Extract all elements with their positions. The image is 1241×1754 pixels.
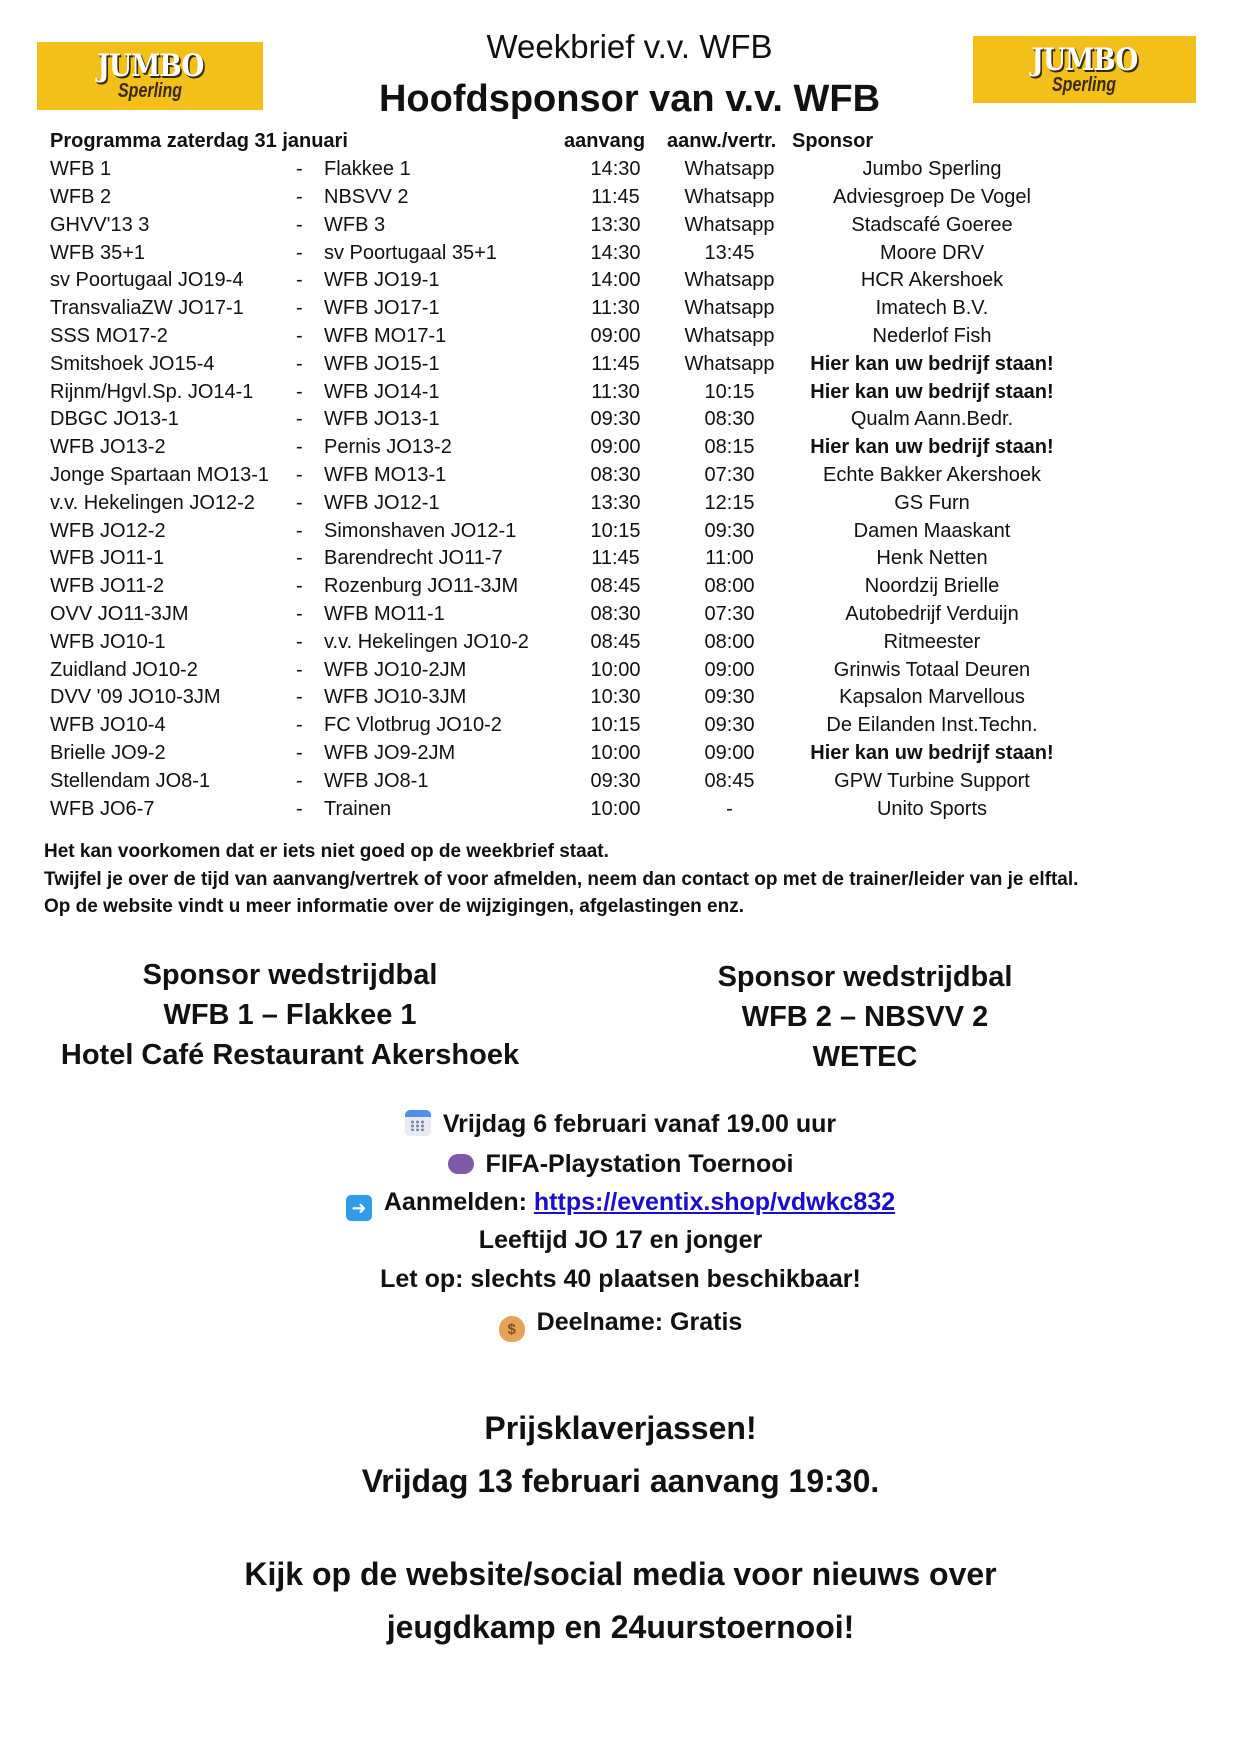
match-ball-sponsor-name: Hotel Café Restaurant Akershoek xyxy=(60,1039,520,1071)
note-line: Twijfel je over de tijd van aanvang/vertrek of voor afmelden, neem dan contact op met de trainer/leider van je elftal. xyxy=(44,868,1079,890)
kickoff-time: 13:30 xyxy=(590,213,641,236)
match-sponsor: Nederlof Fish xyxy=(872,324,992,347)
versus-dash: - xyxy=(296,297,303,320)
footer-line-2: jeugdkamp en 24uurstoernooi! xyxy=(386,1609,855,1645)
kickoff-time: 14:30 xyxy=(590,158,641,181)
home-team: SSS MO17-2 xyxy=(50,324,168,347)
away-team: Barendrecht JO11-7 xyxy=(324,547,503,570)
versus-dash: - xyxy=(296,380,303,403)
home-team: TransvaliaZW JO17-1 xyxy=(50,297,244,320)
kickoff-time: 09:30 xyxy=(590,408,641,431)
away-team: WFB JO19-1 xyxy=(324,269,440,292)
away-team: WFB JO17-1 xyxy=(324,297,440,320)
table-row xyxy=(50,462,1072,490)
away-team: Pernis JO13-2 xyxy=(324,436,452,459)
match-ball-match: WFB 1 – Flakkee 1 xyxy=(163,999,417,1031)
meeting-time: Whatsapp xyxy=(684,297,775,320)
match-sponsor: Unito Sports xyxy=(876,797,988,820)
home-team: WFB JO12-2 xyxy=(50,519,166,542)
away-team: WFB JO10-2JM xyxy=(324,658,467,681)
meeting-time: 09:00 xyxy=(704,741,755,764)
home-team: Smitshoek JO15-4 xyxy=(50,352,215,375)
right-arrow-icon: ➜ xyxy=(346,1195,372,1221)
event-date: Vrijdag 6 februari vanaf 19.00 uur xyxy=(442,1110,837,1138)
versus-dash: - xyxy=(296,185,303,208)
versus-dash: - xyxy=(296,797,303,820)
match-sponsor: Henk Netten xyxy=(876,547,988,570)
kickoff-time: 09:30 xyxy=(590,769,641,792)
meeting-time: 08:30 xyxy=(704,408,755,431)
versus-dash: - xyxy=(296,741,303,764)
meeting-time: 08:15 xyxy=(704,436,755,459)
away-team: WFB JO13-1 xyxy=(324,408,440,431)
away-team: WFB JO12-1 xyxy=(324,491,440,514)
column-header-aanvang: aanvang xyxy=(564,130,646,153)
match-ball-sponsor-name: WETEC xyxy=(812,1041,918,1073)
calendar-icon xyxy=(405,1110,431,1136)
match-sponsor: Jumbo Sperling xyxy=(862,158,1002,181)
away-team: WFB MO13-1 xyxy=(324,463,447,486)
home-team: WFB JO10-4 xyxy=(50,714,166,737)
match-sponsor: Ritmeester xyxy=(883,630,981,653)
table-row xyxy=(50,545,1072,573)
match-sponsor: HCR Akershoek xyxy=(860,269,1004,292)
logo-brand-text: JUMBO xyxy=(1031,41,1138,78)
table-header-row xyxy=(50,128,1072,156)
kickoff-time: 14:30 xyxy=(590,241,641,264)
match-sponsor: GPW Turbine Support xyxy=(834,769,1030,792)
home-team: WFB JO6-7 xyxy=(50,797,155,820)
match-sponsor: Autobedrijf Verduijn xyxy=(845,602,1019,625)
program-title: Programma zaterdag 31 januari xyxy=(50,130,348,153)
note-line: Het kan voorkomen dat er iets niet goed op de weekbrief staat. xyxy=(44,841,609,862)
home-team: sv Poortugaal JO19-4 xyxy=(50,269,244,292)
table-row xyxy=(50,406,1072,434)
home-team: Rijnm/Hgvl.Sp. JO14-1 xyxy=(50,380,254,403)
home-team: Zuidland JO10-2 xyxy=(50,658,198,681)
home-team: WFB 2 xyxy=(50,185,112,208)
meeting-time: 07:30 xyxy=(704,463,755,486)
kickoff-time: 11:45 xyxy=(591,185,640,208)
home-team: WFB 1 xyxy=(50,158,112,181)
klaverjassen-when: Vrijdag 13 februari aanvang 19:30. xyxy=(361,1463,880,1499)
game-controller-icon xyxy=(448,1154,474,1174)
logo-sub-text: Sperling xyxy=(1052,73,1117,96)
event-notice: Let op: slechts 40 plaatsen beschikbaar! xyxy=(380,1265,861,1293)
table-row xyxy=(50,434,1072,462)
kickoff-time: 08:45 xyxy=(590,630,641,653)
kickoff-time: 10:00 xyxy=(590,797,641,820)
kickoff-time: 08:30 xyxy=(590,602,641,625)
home-team: DBGC JO13-1 xyxy=(50,408,179,431)
table-row xyxy=(50,239,1072,267)
match-ball-match: WFB 2 – NBSVV 2 xyxy=(741,1001,989,1033)
table-row xyxy=(50,573,1072,601)
match-sponsor: Hier kan uw bedrijf staan! xyxy=(810,380,1054,403)
table-row xyxy=(50,684,1072,712)
page-subtitle xyxy=(0,78,1241,121)
match-sponsor: De Eilanden Inst.Techn. xyxy=(826,714,1038,737)
home-team: Jonge Spartaan MO13-1 xyxy=(50,463,270,486)
kickoff-time: 09:00 xyxy=(590,436,641,459)
versus-dash: - xyxy=(296,352,303,375)
match-sponsor: Noordzij Brielle xyxy=(864,575,1000,598)
away-team: FC Vlotbrug JO10-2 xyxy=(324,714,502,737)
table-row xyxy=(50,350,1072,378)
home-team: Brielle JO9-2 xyxy=(50,741,166,764)
note-line: Op de website vindt u meer informatie over de wijzigingen, afgelastingen enz. xyxy=(44,896,744,917)
versus-dash: - xyxy=(296,602,303,625)
match-sponsor: Kapsalon Marvellous xyxy=(839,686,1025,709)
away-team: WFB JO8-1 xyxy=(324,769,429,792)
money-bag-icon: $ xyxy=(499,1316,525,1342)
notes-block xyxy=(44,838,1078,921)
kickoff-time: 11:45 xyxy=(591,352,640,375)
kickoff-time: 08:30 xyxy=(590,463,641,486)
meeting-time: Whatsapp xyxy=(684,352,775,375)
logo-brand-text: JUMBO xyxy=(96,48,204,84)
meeting-time: Whatsapp xyxy=(684,269,775,292)
table-row xyxy=(50,656,1072,684)
table-row xyxy=(50,712,1072,740)
match-sponsor: Moore DRV xyxy=(879,241,985,264)
meeting-time: Whatsapp xyxy=(684,158,775,181)
table-row xyxy=(50,601,1072,629)
meeting-time: 10:15 xyxy=(704,380,755,403)
away-team: v.v. Hekelingen JO10-2 xyxy=(324,630,529,653)
meeting-time: 08:00 xyxy=(704,630,755,653)
match-sponsor: Hier kan uw bedrijf staan! xyxy=(810,436,1054,459)
versus-dash: - xyxy=(296,158,303,181)
meeting-time: - xyxy=(726,797,733,820)
kickoff-time: 10:15 xyxy=(590,714,641,737)
away-team: sv Poortugaal 35+1 xyxy=(324,241,497,264)
table-row xyxy=(50,489,1072,517)
away-team: Flakkee 1 xyxy=(324,158,411,181)
home-team: GHVV'13 3 xyxy=(50,213,150,236)
versus-dash: - xyxy=(296,324,303,347)
away-team: Rozenburg JO11-3JM xyxy=(324,575,519,598)
meeting-time: 09:30 xyxy=(704,686,755,709)
table-row xyxy=(50,740,1072,768)
away-team: WFB JO9-2JM xyxy=(324,741,456,764)
klaverjassen-title: Prijsklaverjassen! xyxy=(484,1410,757,1446)
match-sponsor: Qualm Aann.Bedr. xyxy=(850,408,1014,431)
kickoff-time: 08:45 xyxy=(590,575,641,598)
match-ball-sponsor-right xyxy=(620,957,1110,1077)
home-team: Stellendam JO8-1 xyxy=(50,769,211,792)
meeting-time: 13:45 xyxy=(704,241,755,264)
page-subtitle-text: Hoofdsponsor van v.v. WFB xyxy=(378,78,881,120)
table-row xyxy=(50,767,1072,795)
kickoff-time: 14:00 xyxy=(590,269,641,292)
versus-dash: - xyxy=(296,769,303,792)
kickoff-time: 11:45 xyxy=(591,547,640,570)
table-row xyxy=(50,211,1072,239)
kickoff-time: 10:30 xyxy=(590,686,641,709)
versus-dash: - xyxy=(296,686,303,709)
table-row xyxy=(50,323,1072,351)
event-title: FIFA-Playstation Toernooi xyxy=(485,1150,794,1178)
away-team: WFB 3 xyxy=(324,213,386,236)
table-row xyxy=(50,184,1072,212)
kickoff-time: 11:30 xyxy=(591,380,640,403)
meeting-time: 11:00 xyxy=(705,547,754,570)
kickoff-time: 11:30 xyxy=(591,297,640,320)
event-fee-line xyxy=(0,1308,1241,1342)
table-row xyxy=(50,795,1072,823)
event-fee: Deelname: Gratis xyxy=(536,1308,743,1336)
versus-dash: - xyxy=(296,241,303,264)
table-row xyxy=(50,156,1072,184)
home-team: WFB 35+1 xyxy=(50,241,146,264)
signup-label: Aanmelden: xyxy=(383,1188,534,1216)
meeting-time: 08:45 xyxy=(704,769,755,792)
match-sponsor: Hier kan uw bedrijf staan! xyxy=(810,741,1054,764)
event-age: Leeftijd JO 17 en jonger xyxy=(478,1226,763,1254)
meeting-time: 12:15 xyxy=(704,491,755,514)
meeting-time: 09:00 xyxy=(704,658,755,681)
home-team: WFB JO10-1 xyxy=(50,630,166,653)
versus-dash: - xyxy=(296,213,303,236)
match-sponsor: Stadscafé Goeree xyxy=(851,213,1013,236)
match-program-table xyxy=(50,128,1072,823)
footer-line-1: Kijk op de website/social media voor nieuws over xyxy=(244,1556,997,1592)
table-row xyxy=(50,517,1072,545)
away-team: NBSVV 2 xyxy=(324,185,409,208)
versus-dash: - xyxy=(296,408,303,431)
home-team: DVV '09 JO10-3JM xyxy=(50,686,221,709)
away-team: WFB MO17-1 xyxy=(324,324,447,347)
match-ball-heading: Sponsor wedstrijdbal xyxy=(717,961,1013,993)
away-team: Trainen xyxy=(324,797,392,820)
away-team: WFB MO11-1 xyxy=(324,602,445,625)
away-team: WFB JO10-3JM xyxy=(324,686,467,709)
away-team: WFB JO14-1 xyxy=(324,380,440,403)
versus-dash: - xyxy=(296,491,303,514)
match-ball-sponsor-left xyxy=(40,955,540,1075)
column-header-sponsor: Sponsor xyxy=(792,130,874,153)
table-row xyxy=(50,628,1072,656)
home-team: OVV JO11-3JM xyxy=(50,602,189,625)
meeting-time: 09:30 xyxy=(704,519,755,542)
logo-sub-text: Sperling xyxy=(117,80,182,102)
table-row xyxy=(50,267,1072,295)
match-sponsor: Imatech B.V. xyxy=(875,297,989,320)
versus-dash: - xyxy=(296,658,303,681)
table-row xyxy=(50,378,1072,406)
meeting-time: 09:30 xyxy=(704,714,755,737)
table-row xyxy=(50,295,1072,323)
match-sponsor: Grinwis Totaal Deuren xyxy=(833,658,1031,681)
meeting-time: Whatsapp xyxy=(684,185,775,208)
versus-dash: - xyxy=(296,575,303,598)
kickoff-time: 10:15 xyxy=(590,519,641,542)
match-ball-heading: Sponsor wedstrijdbal xyxy=(142,959,438,991)
meeting-time: Whatsapp xyxy=(684,324,775,347)
home-team: v.v. Hekelingen JO12-2 xyxy=(50,491,255,514)
match-sponsor: GS Furn xyxy=(894,491,970,514)
versus-dash: - xyxy=(296,463,303,486)
meeting-time: 08:00 xyxy=(704,575,755,598)
page-title-text: Weekbrief v.v. WFB xyxy=(486,28,773,65)
meeting-time: 07:30 xyxy=(704,602,755,625)
away-team: Simonshaven JO12-1 xyxy=(324,519,517,542)
home-team: WFB JO11-2 xyxy=(50,575,165,598)
versus-dash: - xyxy=(296,436,303,459)
kickoff-time: 09:00 xyxy=(590,324,641,347)
versus-dash: - xyxy=(296,547,303,570)
kickoff-time: 10:00 xyxy=(590,658,641,681)
event-signup-line xyxy=(0,1188,1241,1221)
kickoff-time: 10:00 xyxy=(590,741,641,764)
versus-dash: - xyxy=(296,519,303,542)
match-sponsor: Hier kan uw bedrijf staan! xyxy=(810,352,1054,375)
versus-dash: - xyxy=(296,630,303,653)
signup-link[interactable]: https://eventix.shop/vdwkc832 xyxy=(533,1188,896,1216)
page-title xyxy=(0,28,1241,66)
meeting-time: Whatsapp xyxy=(684,213,775,236)
versus-dash: - xyxy=(296,269,303,292)
event-title-line xyxy=(0,1150,1241,1179)
kickoff-time: 13:30 xyxy=(590,491,641,514)
versus-dash: - xyxy=(296,714,303,737)
home-team: WFB JO11-1 xyxy=(50,547,165,570)
column-header-aanw: aanw./vertr. xyxy=(667,130,777,153)
match-sponsor: Echte Bakker Akershoek xyxy=(823,463,1041,486)
event-date-line xyxy=(0,1110,1241,1139)
home-team: WFB JO13-2 xyxy=(50,436,166,459)
away-team: WFB JO15-1 xyxy=(324,352,440,375)
match-sponsor: Adviesgroep De Vogel xyxy=(833,185,1031,208)
match-sponsor: Damen Maaskant xyxy=(853,519,1011,542)
